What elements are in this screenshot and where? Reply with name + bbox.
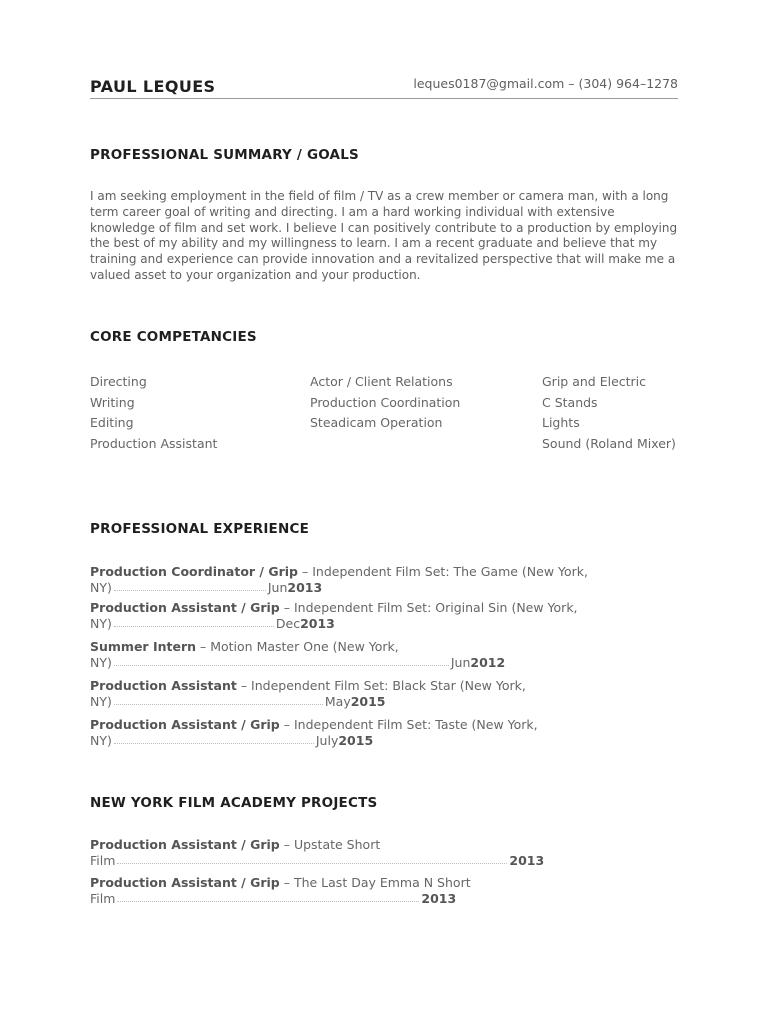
entry-detail: – Independent Film Set: The Game (New York,	[298, 564, 588, 579]
dot-leader	[114, 625, 274, 627]
experience-entry	[90, 678, 526, 709]
project-entry	[90, 875, 471, 906]
entry-month: Jun	[267, 579, 288, 595]
entry-detail: – Motion Master One (New York,	[196, 639, 399, 654]
summary-heading: PROFESSIONAL SUMMARY / GOALS	[90, 147, 359, 163]
entry-continuation: NY)	[90, 693, 112, 709]
dot-leader	[114, 742, 314, 744]
entry-year: 2013	[287, 579, 323, 595]
entry-month: May	[324, 693, 351, 709]
entry-year: 2015	[350, 693, 386, 709]
competency-item: Editing	[90, 415, 134, 431]
entry-year: 2013	[300, 615, 335, 631]
entry-detail: – Independent Film Set: Black Star (New York,	[236, 678, 526, 693]
competencies-column-1	[90, 372, 217, 455]
entry-role: Production Assistant / Grip	[90, 875, 280, 890]
entry-detail: – Independent Film Set: Taste (New York,	[279, 717, 538, 732]
entry-year: 2013	[421, 890, 457, 906]
dot-leader	[114, 664, 449, 666]
entry-year: 2013	[509, 852, 545, 868]
entry-year: 2015	[338, 732, 374, 748]
entry-continuation: Film	[90, 852, 116, 868]
entry-detail: – The Last Day Emma N Short	[279, 875, 471, 890]
entry-role: Summer Intern	[90, 639, 197, 654]
competency-item: Directing	[90, 374, 147, 389]
entry-role: Production Assistant / Grip	[90, 717, 280, 732]
project-entry	[90, 837, 544, 868]
competency-item: Sound (Roland Mixer)	[542, 436, 676, 452]
entry-month: July	[315, 732, 339, 748]
competency-item: C Stands	[542, 394, 598, 410]
entry-month: Dec	[275, 615, 301, 631]
competency-item: Lights	[542, 415, 580, 431]
entry-continuation: Film	[90, 890, 116, 906]
entry-continuation: NY)	[90, 654, 112, 670]
competency-item: Writing	[90, 394, 135, 410]
summary-text: I am seeking employment in the field of film / TV as a crew member or camera man, with a long term career goal of writing and directing. I am a hard working individual with extensive knowledge of film and set work. I believe I can positively contribute to a production by employing the best of my ability and my willingness to learn. I am a recent graduate and believe that my training and experience can provide innovation and a revitalized perspective that will make me a valued asset to your organization and your production.	[90, 189, 678, 282]
entry-detail: – Upstate Short	[279, 837, 381, 852]
entry-month: Jun	[450, 654, 471, 670]
competency-item: Production Coordination	[310, 394, 461, 410]
entry-role: Production Assistant / Grip	[90, 837, 280, 852]
applicant-name: PAUL LEQUES	[90, 77, 216, 96]
entry-year: 2012	[470, 654, 506, 670]
entry-continuation: NY)	[90, 579, 112, 595]
experience-entry	[90, 564, 588, 595]
entry-detail: – Independent Film Set: Original Sin (New York,	[279, 600, 578, 615]
resume-header	[90, 74, 678, 99]
entry-role: Production Assistant	[90, 678, 237, 693]
experience-entry	[90, 600, 578, 631]
contact-info: leques0187@gmail.com – (304) 964–1278	[413, 76, 678, 91]
resume-page	[90, 0, 678, 1024]
competency-item: Actor / Client Relations	[310, 374, 453, 389]
dot-leader	[114, 703, 323, 705]
competency-item: Production Assistant	[90, 436, 218, 452]
entry-continuation: NY)	[90, 732, 112, 748]
competency-item: Grip and Electric	[542, 374, 647, 389]
dot-leader	[114, 589, 266, 591]
entry-role: Production Assistant / Grip	[90, 600, 280, 615]
competency-item: Steadicam Operation	[310, 415, 443, 431]
competencies-column-3	[542, 372, 676, 455]
entry-continuation: NY)	[90, 615, 112, 631]
experience-heading: PROFESSIONAL EXPERIENCE	[90, 521, 310, 537]
competencies-heading: CORE COMPETANCIES	[90, 329, 257, 345]
dot-leader	[117, 900, 419, 902]
experience-entry	[90, 717, 538, 748]
dot-leader	[117, 862, 507, 864]
entry-role: Production Coordinator / Grip	[90, 564, 299, 579]
competencies-column-2	[310, 372, 460, 434]
experience-entry	[90, 639, 505, 670]
projects-heading: NEW YORK FILM ACADEMY PROJECTS	[90, 795, 378, 811]
